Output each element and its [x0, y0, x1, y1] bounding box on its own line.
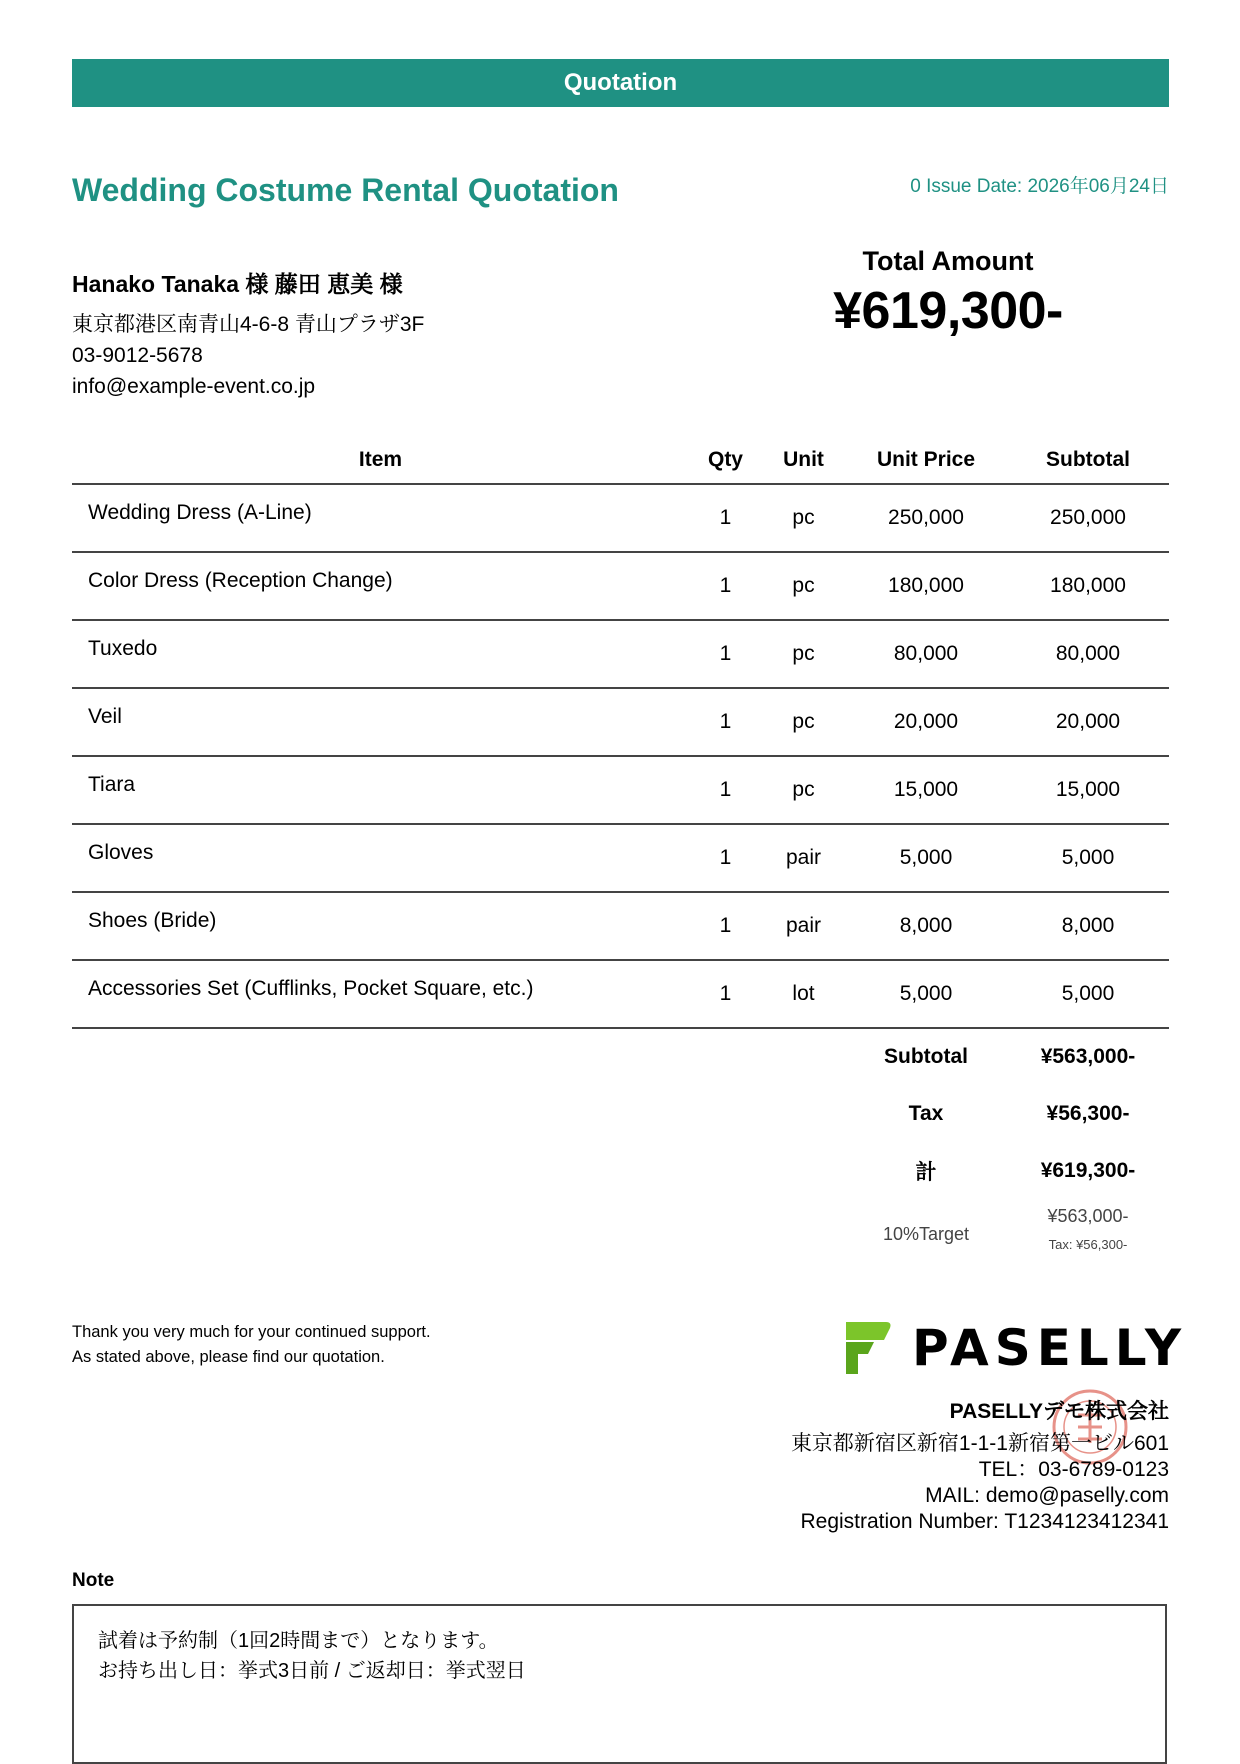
- summary-tax-row: [845, 1085, 1169, 1142]
- table-header-row: [72, 437, 1169, 484]
- row-qty: 1: [689, 824, 762, 892]
- summary-total-value: ¥619,300-: [1040, 1158, 1136, 1182]
- header-unit: Unit: [762, 437, 845, 484]
- row-qty: 1: [689, 552, 762, 620]
- row-subtotal: 250,000: [1007, 484, 1169, 552]
- summary-subtotal-value: ¥563,000-: [1040, 1044, 1136, 1068]
- table-row: [72, 688, 1169, 756]
- company-name: PASELLYデモ株式会社: [949, 1400, 1169, 1423]
- total-amount-box: [793, 246, 1103, 341]
- client-phone: 03-9012-5678: [72, 344, 203, 367]
- note-line-1: 試着は予約制（1回2時間まで）となります。: [98, 1630, 499, 1652]
- company-tel: TEL：03-6789-0123: [978, 1458, 1169, 1481]
- row-qty: 1: [689, 756, 762, 824]
- table-row: [72, 892, 1169, 960]
- header-unit-price: Unit Price: [845, 437, 1007, 484]
- row-subtotal: 5,000: [1007, 960, 1169, 1028]
- company-address: 東京都新宿区新宿1-1-1新宿第一ビル601: [790, 1432, 1169, 1455]
- row-item: Gloves: [72, 824, 689, 892]
- tax-target-amount: ¥563,000-: [1047, 1206, 1129, 1226]
- row-subtotal: 15,000: [1007, 756, 1169, 824]
- logo-wordmark: PASELLY: [912, 1319, 1188, 1377]
- note-line-2: お持ち出し日：挙式3日前 / ご返却日：挙式翌日: [98, 1660, 526, 1682]
- total-amount-label: Total Amount: [862, 246, 1034, 276]
- client-address: 東京都港区南青山4-6-8 青山プラザ3F: [72, 313, 425, 336]
- items-table: [72, 437, 1169, 1029]
- tax-target-row: [845, 1206, 1169, 1252]
- summary-tax-label: Tax: [908, 1101, 944, 1125]
- row-unit: pair: [762, 824, 845, 892]
- summary-block: [845, 1028, 1169, 1199]
- row-unit: pair: [762, 892, 845, 960]
- table-row: [72, 620, 1169, 688]
- total-amount-value: ¥619,300-: [833, 282, 1063, 340]
- header-qty: Qty: [689, 437, 762, 484]
- row-qty: 1: [689, 892, 762, 960]
- row-subtotal: 8,000: [1007, 892, 1169, 960]
- row-unit-price: 8,000: [845, 892, 1007, 960]
- tax-target-label: 10%Target: [882, 1224, 970, 1244]
- company-logo: [838, 1318, 1187, 1378]
- row-unit-price: 5,000: [845, 824, 1007, 892]
- client-block: [72, 266, 424, 402]
- paselly-logo-icon: [838, 1318, 894, 1378]
- thanks-line-1: Thank you very much for your continued support.: [72, 1323, 431, 1341]
- document-banner: Quotation: [72, 59, 1169, 107]
- table-row: [72, 960, 1169, 1028]
- row-unit-price: 5,000: [845, 960, 1007, 1028]
- table-row: [72, 824, 1169, 892]
- summary-total-row: [845, 1142, 1169, 1199]
- row-item: Veil: [72, 688, 689, 756]
- row-unit: pc: [762, 552, 845, 620]
- row-unit-price: 180,000: [845, 552, 1007, 620]
- document-title: Wedding Costume Rental Quotation: [72, 172, 619, 208]
- company-registration: Registration Number: T1234123412341: [800, 1510, 1169, 1533]
- row-qty: 1: [689, 620, 762, 688]
- row-item: Shoes (Bride): [72, 892, 689, 960]
- tax-target-tax: Tax: ¥56,300-: [1048, 1237, 1128, 1252]
- company-mail: MAIL: demo@paselly.com: [925, 1484, 1169, 1507]
- row-qty: 1: [689, 960, 762, 1028]
- summary-subtotal-row: [845, 1028, 1169, 1085]
- summary-total-label: 計: [915, 1160, 937, 1184]
- row-subtotal: 5,000: [1007, 824, 1169, 892]
- row-unit-price: 80,000: [845, 620, 1007, 688]
- summary-subtotal-label: Subtotal: [884, 1044, 968, 1068]
- row-unit: pc: [762, 484, 845, 552]
- table-row: [72, 756, 1169, 824]
- table-row: [72, 484, 1169, 552]
- row-unit-price: 250,000: [845, 484, 1007, 552]
- row-subtotal: 180,000: [1007, 552, 1169, 620]
- row-item: Tiara: [72, 756, 689, 824]
- thanks-line-2: As stated above, please find our quotation.: [72, 1348, 385, 1366]
- row-qty: 1: [689, 688, 762, 756]
- note-box: [72, 1604, 1167, 1764]
- header-item: Item: [72, 437, 689, 484]
- tax-target-values: [1007, 1206, 1169, 1252]
- row-item: Accessories Set (Cufflinks, Pocket Square, etc.): [72, 960, 689, 1028]
- row-item: Wedding Dress (A-Line): [72, 484, 689, 552]
- issue-date: 0 Issue Date: 2026年06月24日: [910, 176, 1169, 197]
- table-row: [72, 552, 1169, 620]
- row-unit: pc: [762, 756, 845, 824]
- note-label: Note: [72, 1570, 115, 1591]
- header-subtotal: Subtotal: [1007, 437, 1169, 484]
- row-unit-price: 15,000: [845, 756, 1007, 824]
- summary-tax-value: ¥56,300-: [1046, 1101, 1130, 1125]
- client-email: info@example-event.co.jp: [72, 375, 316, 398]
- company-info: [791, 1395, 1169, 1535]
- row-unit: lot: [762, 960, 845, 1028]
- thanks-message: [72, 1320, 431, 1370]
- row-subtotal: 80,000: [1007, 620, 1169, 688]
- row-unit-price: 20,000: [845, 688, 1007, 756]
- client-name: Hanako Tanaka 様 藤田 恵美 様: [72, 271, 403, 297]
- row-qty: 1: [689, 484, 762, 552]
- row-unit: pc: [762, 620, 845, 688]
- row-item: Tuxedo: [72, 620, 689, 688]
- row-unit: pc: [762, 688, 845, 756]
- row-subtotal: 20,000: [1007, 688, 1169, 756]
- row-item: Color Dress (Reception Change): [72, 552, 689, 620]
